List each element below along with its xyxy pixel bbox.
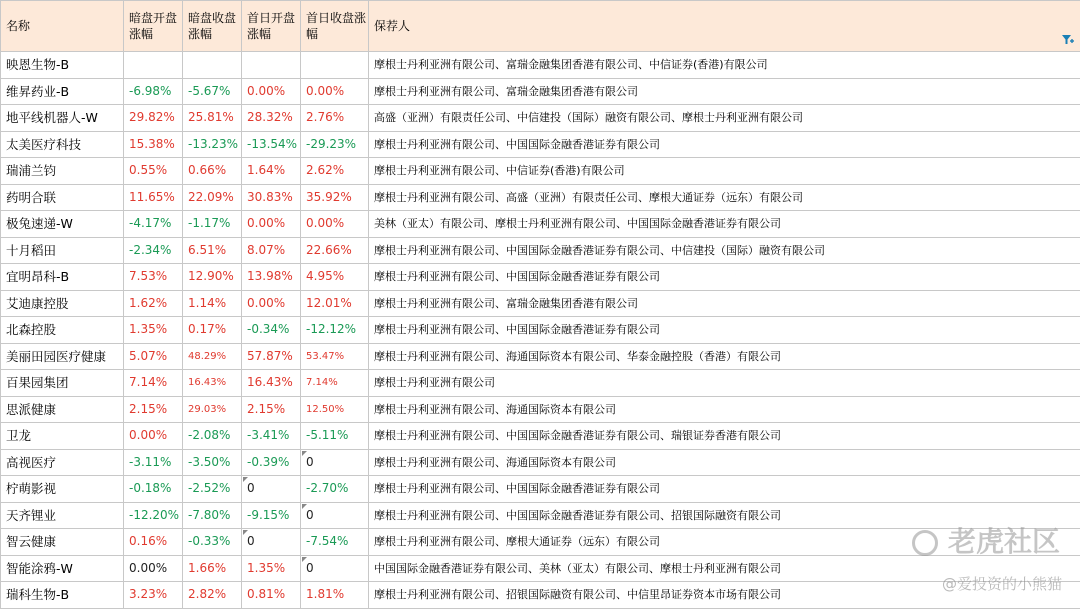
cell-sponsor[interactable]: 摩根士丹利亚洲有限公司、富瑞金融集团香港有限公司、中信证券(香港)有限公司 — [369, 52, 1080, 79]
cell-day1-close[interactable]: 0 — [301, 449, 369, 476]
cell-dark-close[interactable]: 1.66% — [183, 555, 242, 582]
cell-sponsor[interactable]: 摩根士丹利亚洲有限公司、摩根大通证券（远东）有限公司 — [369, 529, 1080, 556]
cell-day1-open[interactable]: 2.15% — [242, 396, 301, 423]
table-row[interactable] — [1, 423, 1080, 450]
cell-dark-close[interactable]: 29.03% — [183, 396, 242, 423]
cell-name[interactable]: 瑞浦兰钧 — [1, 158, 124, 185]
cell-dark-close[interactable]: -7.80% — [183, 502, 242, 529]
cell-day1-open[interactable]: -9.15% — [242, 502, 301, 529]
table-row[interactable] — [1, 317, 1080, 344]
cell-day1-close[interactable]: -7.54% — [301, 529, 369, 556]
cell-name[interactable]: 太美医疗科技 — [1, 131, 124, 158]
cell-day1-close[interactable]: 0.00% — [301, 211, 369, 238]
cell-dark-open[interactable]: -0.18% — [124, 476, 183, 503]
table-row[interactable] — [1, 52, 1080, 79]
cell-dark-close[interactable]: 25.81% — [183, 105, 242, 132]
cell-dark-open[interactable]: 1.62% — [124, 290, 183, 317]
table-row[interactable] — [1, 290, 1080, 317]
cell-name[interactable]: 维昇药业-B — [1, 78, 124, 105]
cell-day1-close[interactable]: 4.95% — [301, 264, 369, 291]
cell-dark-close[interactable]: -3.50% — [183, 449, 242, 476]
cell-name[interactable]: 地平线机器人-W — [1, 105, 124, 132]
header-day1-open[interactable]: 首日开盘涨幅 — [242, 1, 301, 52]
cell-sponsor[interactable]: 摩根士丹利亚洲有限公司、海通国际资本有限公司 — [369, 449, 1080, 476]
cell-name[interactable]: 十月稻田 — [1, 237, 124, 264]
cell-name[interactable]: 映恩生物-B — [1, 52, 124, 79]
cell-sponsor[interactable]: 摩根士丹利亚洲有限公司、中国国际金融香港证券有限公司、瑞银证券香港有限公司 — [369, 423, 1080, 450]
cell-day1-close[interactable]: 1.81% — [301, 582, 369, 609]
cell-dark-close[interactable]: 48.29% — [183, 343, 242, 370]
cell-name[interactable]: 北森控股 — [1, 317, 124, 344]
table-row[interactable] — [1, 449, 1080, 476]
header-name[interactable]: 名称 — [1, 1, 124, 52]
cell-day1-open[interactable]: 16.43% — [242, 370, 301, 397]
table-row[interactable] — [1, 582, 1080, 609]
watermark-brand-text: 老虎社区 — [948, 525, 1060, 558]
cell-dark-open[interactable]: 0.55% — [124, 158, 183, 185]
header-sponsor-label: 保荐人 — [374, 19, 410, 33]
cell-sponsor[interactable]: 摩根士丹利亚洲有限公司、富瑞金融集团香港有限公司 — [369, 78, 1080, 105]
cell-day1-close[interactable]: -2.70% — [301, 476, 369, 503]
cell-dark-open[interactable]: 7.14% — [124, 370, 183, 397]
cell-sponsor[interactable]: 摩根士丹利亚洲有限公司、海通国际资本有限公司 — [369, 396, 1080, 423]
cell-name[interactable]: 思派健康 — [1, 396, 124, 423]
cell-day1-close[interactable] — [301, 52, 369, 79]
cell-dark-open[interactable]: 3.23% — [124, 582, 183, 609]
cell-day1-close[interactable]: 0 — [301, 555, 369, 582]
cell-day1-close[interactable]: 35.92% — [301, 184, 369, 211]
cell-sponsor[interactable]: 高盛（亚洲）有限责任公司、中信建投（国际）融资有限公司、摩根士丹利亚洲有限公司 — [369, 105, 1080, 132]
cell-name[interactable]: 极兔速递-W — [1, 211, 124, 238]
cell-day1-close[interactable]: 53.47% — [301, 343, 369, 370]
cell-sponsor[interactable]: 摩根士丹利亚洲有限公司、中国国际金融香港证券有限公司 — [369, 476, 1080, 503]
cell-dark-open[interactable]: 0.00% — [124, 423, 183, 450]
filter-icon[interactable] — [1062, 35, 1074, 45]
cell-day1-open[interactable]: 8.07% — [242, 237, 301, 264]
cell-dark-open[interactable] — [124, 52, 183, 79]
cell-name[interactable]: 天齐锂业 — [1, 502, 124, 529]
cell-day1-open[interactable]: 0 — [242, 476, 301, 503]
header-row — [1, 1, 1080, 52]
cell-dark-open[interactable]: -3.11% — [124, 449, 183, 476]
cell-sponsor[interactable]: 摩根士丹利亚洲有限公司、中国国际金融香港证券有限公司、中信建投（国际）融资有限公司 — [369, 237, 1080, 264]
table-row[interactable] — [1, 211, 1080, 238]
table-row[interactable] — [1, 158, 1080, 185]
cell-day1-open[interactable]: -13.54% — [242, 131, 301, 158]
cell-sponsor[interactable]: 摩根士丹利亚洲有限公司 — [369, 370, 1080, 397]
cell-dark-open[interactable]: 0.16% — [124, 529, 183, 556]
cell-day1-close[interactable]: 12.50% — [301, 396, 369, 423]
cell-day1-open[interactable]: 0 — [242, 529, 301, 556]
cell-name[interactable]: 艾迪康控股 — [1, 290, 124, 317]
cell-day1-open[interactable]: 28.32% — [242, 105, 301, 132]
cell-day1-open[interactable]: 1.35% — [242, 555, 301, 582]
header-dark-open[interactable]: 暗盘开盘涨幅 — [124, 1, 183, 52]
cell-name[interactable]: 百果园集团 — [1, 370, 124, 397]
cell-dark-open[interactable]: 1.35% — [124, 317, 183, 344]
table-row[interactable] — [1, 476, 1080, 503]
cell-day1-close[interactable]: 2.76% — [301, 105, 369, 132]
cell-sponsor[interactable]: 摩根士丹利亚洲有限公司、富瑞金融集团香港有限公司 — [369, 290, 1080, 317]
cell-dark-close[interactable]: 12.90% — [183, 264, 242, 291]
table-row[interactable] — [1, 370, 1080, 397]
cell-name[interactable]: 柠萌影视 — [1, 476, 124, 503]
cell-sponsor[interactable]: 摩根士丹利亚洲有限公司、中国国际金融香港证券有限公司 — [369, 131, 1080, 158]
cell-day1-open[interactable] — [242, 52, 301, 79]
cell-dark-open[interactable]: -6.98% — [124, 78, 183, 105]
cell-sponsor[interactable]: 美林（亚太）有限公司、摩根士丹利亚洲有限公司、中国国际金融香港证券有限公司 — [369, 211, 1080, 238]
table-row[interactable] — [1, 396, 1080, 423]
cell-day1-open[interactable]: 30.83% — [242, 184, 301, 211]
cell-dark-open[interactable]: -2.34% — [124, 237, 183, 264]
cell-day1-close[interactable]: -5.11% — [301, 423, 369, 450]
cell-day1-open[interactable]: 1.64% — [242, 158, 301, 185]
cell-sponsor[interactable]: 摩根士丹利亚洲有限公司、高盛（亚洲）有限责任公司、摩根大通证券（远东）有限公司 — [369, 184, 1080, 211]
cell-dark-open[interactable]: -12.20% — [124, 502, 183, 529]
cell-sponsor[interactable]: 中国国际金融香港证券有限公司、美林（亚太）有限公司、摩根士丹利亚洲有限公司 — [369, 555, 1080, 582]
cell-dark-close[interactable]: 0.17% — [183, 317, 242, 344]
cell-name[interactable]: 高视医疗 — [1, 449, 124, 476]
cell-dark-close[interactable]: 16.43% — [183, 370, 242, 397]
cell-day1-open[interactable]: 0.00% — [242, 290, 301, 317]
table-row[interactable] — [1, 264, 1080, 291]
cell-name[interactable]: 美丽田园医疗健康 — [1, 343, 124, 370]
cell-dark-close[interactable]: 0.66% — [183, 158, 242, 185]
table-row[interactable] — [1, 78, 1080, 105]
cell-dark-open[interactable]: 29.82% — [124, 105, 183, 132]
cell-dark-open[interactable]: 11.65% — [124, 184, 183, 211]
table-row[interactable] — [1, 502, 1080, 529]
cell-name[interactable]: 卫龙 — [1, 423, 124, 450]
cell-day1-open[interactable]: -3.41% — [242, 423, 301, 450]
cell-sponsor[interactable]: 摩根士丹利亚洲有限公司、中国国际金融香港证券有限公司 — [369, 317, 1080, 344]
cell-sponsor[interactable]: 摩根士丹利亚洲有限公司、中国国际金融香港证券有限公司、招银国际融资有限公司 — [369, 502, 1080, 529]
table-row[interactable] — [1, 555, 1080, 582]
cell-sponsor[interactable]: 摩根士丹利亚洲有限公司、中国国际金融香港证券有限公司 — [369, 264, 1080, 291]
cell-day1-open[interactable]: 0.81% — [242, 582, 301, 609]
cell-dark-close[interactable]: -5.67% — [183, 78, 242, 105]
cell-dark-close[interactable]: 6.51% — [183, 237, 242, 264]
cell-dark-close[interactable]: 1.14% — [183, 290, 242, 317]
cell-day1-open[interactable]: -0.39% — [242, 449, 301, 476]
cell-day1-open[interactable]: 13.98% — [242, 264, 301, 291]
table-row[interactable] — [1, 343, 1080, 370]
header-sponsor[interactable] — [369, 1, 1080, 52]
cell-day1-close[interactable]: 0.00% — [301, 78, 369, 105]
cell-name[interactable]: 瑞科生物-B — [1, 582, 124, 609]
cell-sponsor[interactable]: 摩根士丹利亚洲有限公司、海通国际资本有限公司、华泰金融控股（香港）有限公司 — [369, 343, 1080, 370]
cell-day1-close[interactable]: 22.66% — [301, 237, 369, 264]
cell-dark-open[interactable]: -4.17% — [124, 211, 183, 238]
cell-day1-close[interactable]: 7.14% — [301, 370, 369, 397]
cell-name[interactable]: 宜明昂科-B — [1, 264, 124, 291]
cell-day1-open[interactable]: -0.34% — [242, 317, 301, 344]
cell-dark-open[interactable]: 2.15% — [124, 396, 183, 423]
table-row[interactable] — [1, 131, 1080, 158]
cell-day1-close[interactable]: 12.01% — [301, 290, 369, 317]
cell-day1-open[interactable]: 0.00% — [242, 78, 301, 105]
cell-day1-close[interactable]: 0 — [301, 502, 369, 529]
cell-dark-close[interactable]: 2.82% — [183, 582, 242, 609]
cell-day1-open[interactable]: 57.87% — [242, 343, 301, 370]
cell-dark-open[interactable]: 7.53% — [124, 264, 183, 291]
cell-dark-open[interactable]: 15.38% — [124, 131, 183, 158]
cell-dark-close[interactable]: -2.52% — [183, 476, 242, 503]
cell-name[interactable]: 药明合联 — [1, 184, 124, 211]
table-row[interactable] — [1, 105, 1080, 132]
cell-dark-open[interactable]: 0.00% — [124, 555, 183, 582]
cell-name[interactable]: 智云健康 — [1, 529, 124, 556]
cell-dark-close[interactable] — [183, 52, 242, 79]
table-body — [1, 52, 1080, 609]
cell-day1-close[interactable]: 2.62% — [301, 158, 369, 185]
header-dark-close[interactable]: 暗盘收盘涨幅 — [183, 1, 242, 52]
cell-sponsor[interactable]: 摩根士丹利亚洲有限公司、中信证券(香港)有限公司 — [369, 158, 1080, 185]
cell-name[interactable]: 智能涂鸦-W — [1, 555, 124, 582]
cell-dark-close[interactable]: -0.33% — [183, 529, 242, 556]
cell-dark-close[interactable]: 22.09% — [183, 184, 242, 211]
cell-day1-open[interactable]: 0.00% — [242, 211, 301, 238]
watermark-author: @爱投资的小熊猫 — [942, 573, 1062, 594]
cell-day1-close[interactable]: -29.23% — [301, 131, 369, 158]
table-row[interactable] — [1, 184, 1080, 211]
cell-dark-close[interactable]: -2.08% — [183, 423, 242, 450]
cell-day1-close[interactable]: -12.12% — [301, 317, 369, 344]
cell-dark-close[interactable]: -13.23% — [183, 131, 242, 158]
header-day1-close[interactable]: 首日收盘涨幅 — [301, 1, 369, 52]
table-row[interactable] — [1, 529, 1080, 556]
table-row[interactable] — [1, 237, 1080, 264]
cell-sponsor[interactable]: 摩根士丹利亚洲有限公司、招银国际融资有限公司、中信里昂证券资本市场有限公司 — [369, 582, 1080, 609]
cell-dark-open[interactable]: 5.07% — [124, 343, 183, 370]
cell-dark-close[interactable]: -1.17% — [183, 211, 242, 238]
